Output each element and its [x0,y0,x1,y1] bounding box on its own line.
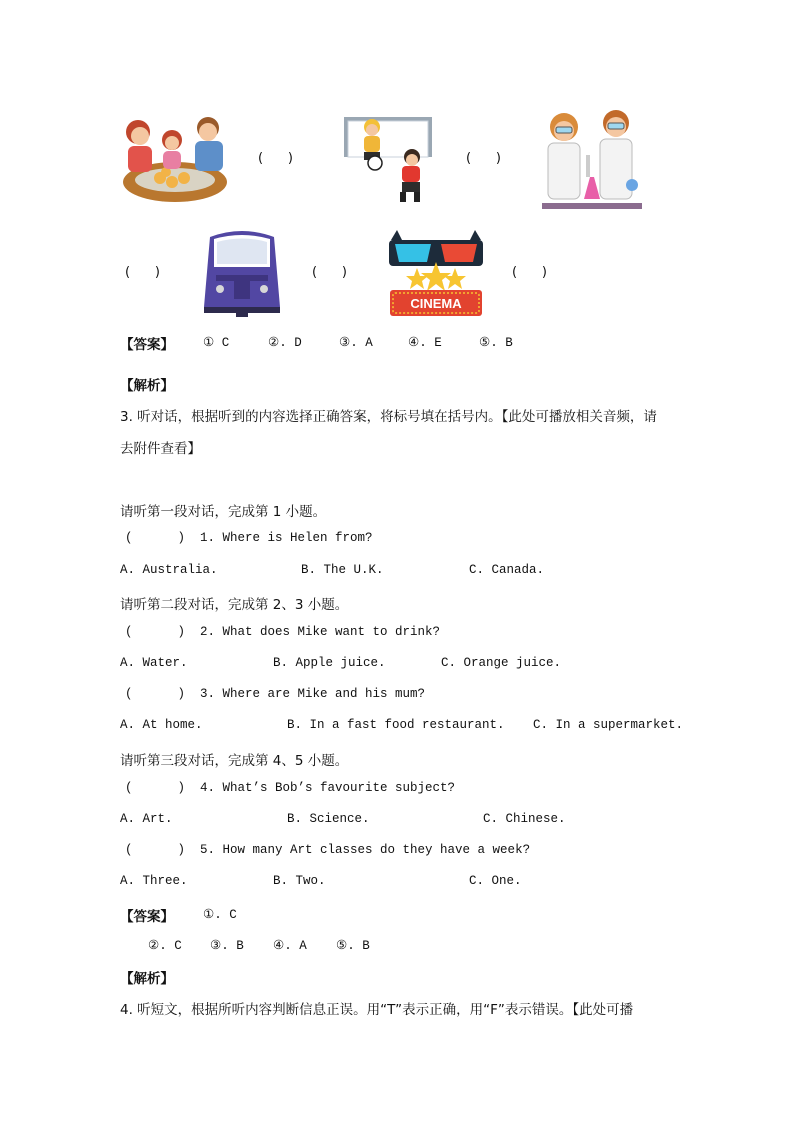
cinema-sign-text: CINEMA [410,296,462,311]
question-2: ( ) 2. What does Mike want to drink? [125,625,441,639]
option-1c: C. Canada. [469,563,545,577]
question-5: ( ) 5. How many Art classes do they have a week? [125,843,531,857]
blank-3: ( ) [125,265,160,280]
option-3b: B. In a fast food restaurant. [287,718,505,732]
picture-train [200,227,285,317]
q3-instruction-line1: 3. 听对话，根据听到的内容选择正确答案，将标号填在括号内。【此处可播放相关音频，请 [120,409,657,425]
answer-label-2: 【答案】 [120,909,174,925]
option-5c: C. One. [469,874,522,888]
blank-1: ( ) [258,151,293,166]
section-heading-1: 请听第一段对话，完成第 1 小题。 [120,504,327,520]
analysis-label-2: 【解析】 [120,971,174,987]
answer-label-1: 【答案】 [120,337,174,353]
picture-family-eating-mooncakes [120,110,230,205]
option-4b: B. Science. [287,812,370,826]
analysis-label-1: 【解析】 [120,378,174,394]
option-2c: C. Orange juice. [441,656,562,670]
answer2-item: ⑤. B [336,939,370,953]
answer1-item: ⑤. B [479,336,513,350]
answer1-item: ① C [203,336,230,350]
q3-instruction-line2: 去附件查看】 [120,441,201,457]
question-3: ( ) 3. Where are Mike and his mum? [125,687,426,701]
picture-kids-playing-football [342,113,437,205]
answer1-item: ④. E [408,336,442,350]
picture-scientists-in-lab [542,105,642,210]
option-3c: C. In a supermarket. [533,718,684,732]
answer2-item: ④. A [273,939,307,953]
option-2a: A. Water. [120,656,188,670]
section-heading-3: 请听第三段对话，完成第 4、5 小题。 [120,753,349,769]
blank-4: ( ) [312,265,347,280]
answer2-line1: ①. C [203,908,237,922]
answer2-item: ③. B [210,939,244,953]
option-2b: B. Apple juice. [273,656,386,670]
option-4a: A. Art. [120,812,173,826]
question-4: ( ) 4. What’s Bob’s favourite subject? [125,781,456,795]
answer1-item: ③. A [339,336,373,350]
option-3a: A. At home. [120,718,203,732]
blank-2: ( ) [466,151,501,166]
picture-cinema-3d-glasses [387,226,485,321]
answer1-item: ②. D [268,336,302,350]
blank-5: ( ) [512,265,547,280]
option-4c: C. Chinese. [483,812,566,826]
option-1b: B. The U.K. [301,563,384,577]
option-5b: B. Two. [273,874,326,888]
answer2-item: ②. C [148,939,182,953]
q4-instruction: 4. 听短文，根据所听内容判断信息正误。用“T”表示正确，用“F”表示错误。【此处可播 [120,1002,634,1018]
option-1a: A. Australia. [120,563,218,577]
section-heading-2: 请听第二段对话，完成第 2、3 小题。 [120,597,349,613]
option-5a: A. Three. [120,874,188,888]
question-1: ( ) 1. Where is Helen from? [125,531,373,545]
